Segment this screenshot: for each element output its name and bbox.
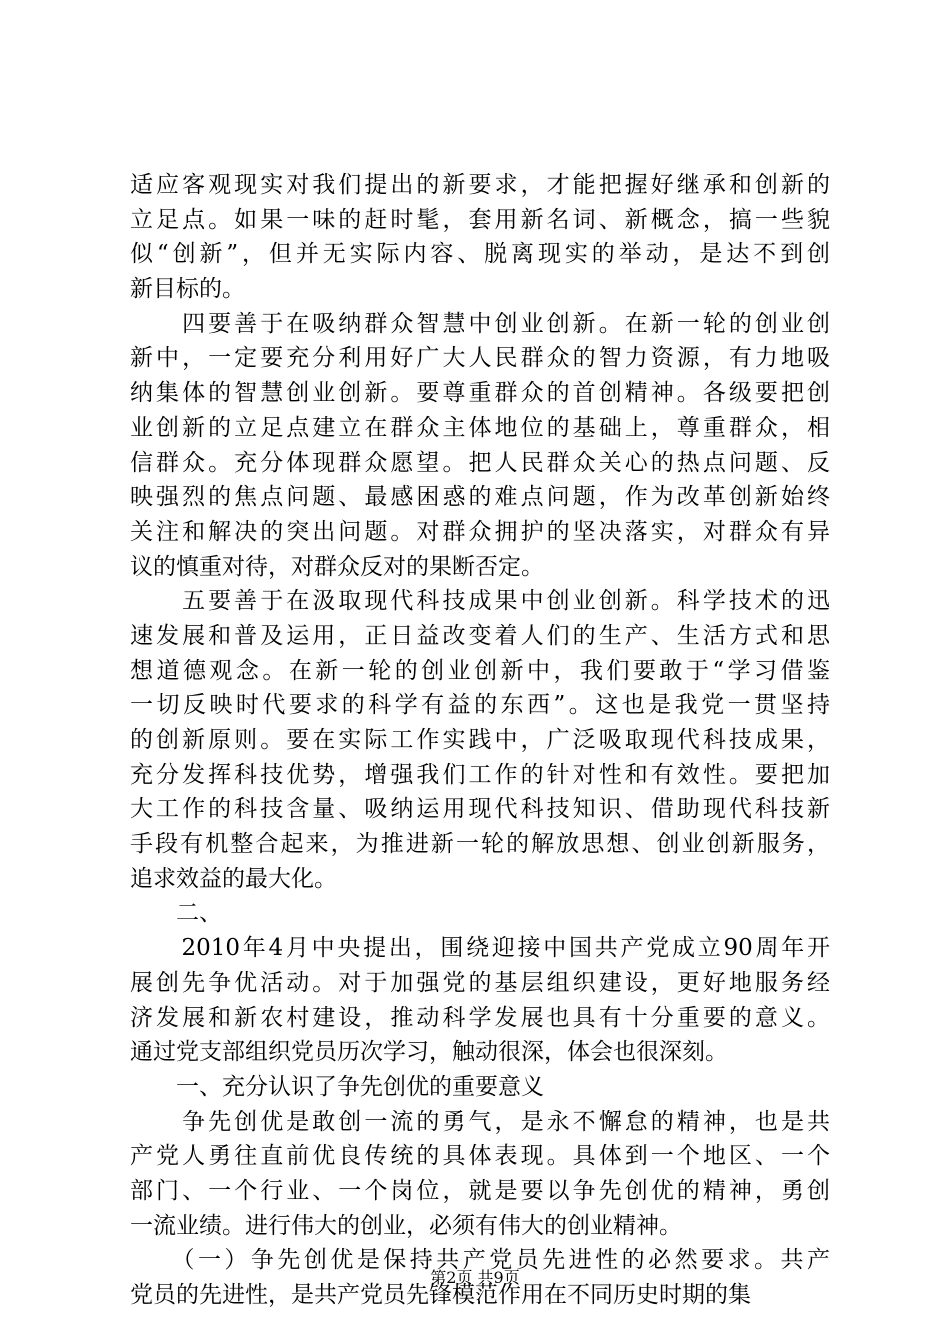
text-line: 似“创新”，但并无实际内容、脱离现实的举动，是达不到创 — [130, 241, 830, 268]
text-line: 五要善于在汲取现代科技成果中创业创新。科学技术的迅 — [130, 588, 830, 615]
page-footer: 第2页 共9页 — [430, 1268, 520, 1287]
text-line: 济发展和新农村建设，推动科学发展也具有十分重要的意义。 — [130, 1004, 830, 1031]
text-line: 新目标的。 — [130, 276, 245, 303]
text-line: 信群众。充分体现群众愿望。把人民群众关心的热点问题、反 — [130, 449, 830, 476]
text-line: 新中，一定要充分利用好广大人民群众的智力资源，有力地吸 — [130, 345, 830, 372]
text-line: 速发展和普及运用，正日益改变着人们的生产、生活方式和思 — [130, 622, 830, 649]
text-line: 想道德观念。在新一轮的创业创新中，我们要敢于“学习借鉴 — [130, 657, 830, 684]
paragraph — [130, 896, 830, 931]
text-line: 产党人勇往直前优良传统的具体表现。具体到一个地区、一个 — [130, 1143, 830, 1170]
text-line: 一切反映时代要求的科学有益的东西”。这也是我党一贯坚持 — [130, 692, 830, 719]
text-line: 部门、一个行业、一个岗位，就是要以争先创优的精神，勇创 — [130, 1177, 830, 1204]
text-line: 手段有机整合起来，为推进新一轮的解放思想、创业创新服务， — [130, 831, 830, 858]
text-line: 展创先争优活动。对于加强党的基层组织建设，更好地服务经 — [130, 969, 830, 996]
paragraph — [130, 931, 830, 1070]
text-line: 议的慎重对待，对群众反对的果断否定。 — [130, 553, 544, 580]
text-line: 追求效益的最大化。 — [130, 865, 337, 892]
text-line: 争先创优是敢创一流的勇气，是永不懈怠的精神，也是共 — [130, 1108, 830, 1135]
text-line: 通过党支部组织党员历次学习，触动很深，体会也很深刻。 — [130, 1039, 728, 1066]
text-line: 四要善于在吸纳群众智慧中创业创新。在新一轮的创业创 — [130, 310, 830, 337]
text-line: 业创新的立足点建立在群众主体地位的基础上，尊重群众，相 — [130, 414, 830, 441]
paragraph — [130, 1070, 830, 1105]
text-line: 大工作的科技含量、吸纳运用现代科技知识、借助现代科技新 — [130, 796, 830, 823]
paragraph — [130, 1105, 830, 1244]
text-line: 的创新原则。要在实际工作实践中，广泛吸取现代科技成果， — [130, 727, 830, 753]
text-line: 二、 — [130, 900, 222, 927]
paragraph — [130, 168, 830, 307]
text-line: （一）争先创优是保持共产党员先进性的必然要求。共产 — [130, 1247, 830, 1274]
text-line: 2010年4月中央提出，围绕迎接中国共产党成立90周年开 — [130, 935, 830, 962]
document-body — [130, 168, 830, 1313]
text-line: 纳集体的智慧创业创新。要尊重群众的首创精神。各级要把创 — [130, 380, 830, 407]
text-line: 适应客观现实对我们提出的新要求，才能把握好继承和创新的 — [130, 172, 830, 198]
text-line: 充分发挥科技优势，增强我们工作的针对性和有效性。要把加 — [130, 761, 830, 788]
text-line: 一流业绩。进行伟大的创业，必须有伟大的创业精神。 — [130, 1212, 682, 1239]
text-line: 关注和解决的突出问题。对群众拥护的坚决落实，对群众有异 — [130, 518, 830, 545]
text-line: 立足点。如果一味的赶时髦，套用新名词、新概念，搞一些貌 — [130, 206, 830, 233]
text-line: 一、充分认识了争先创优的重要意义 — [130, 1073, 544, 1100]
paragraph — [130, 307, 830, 585]
text-line: 党员的先进性，是共产党员先锋模范作用在不同历史时期的集 — [130, 1282, 751, 1308]
paragraph — [130, 584, 830, 896]
text-line: 映强烈的焦点问题、最感困惑的难点问题，作为改革创新始终 — [130, 484, 830, 511]
